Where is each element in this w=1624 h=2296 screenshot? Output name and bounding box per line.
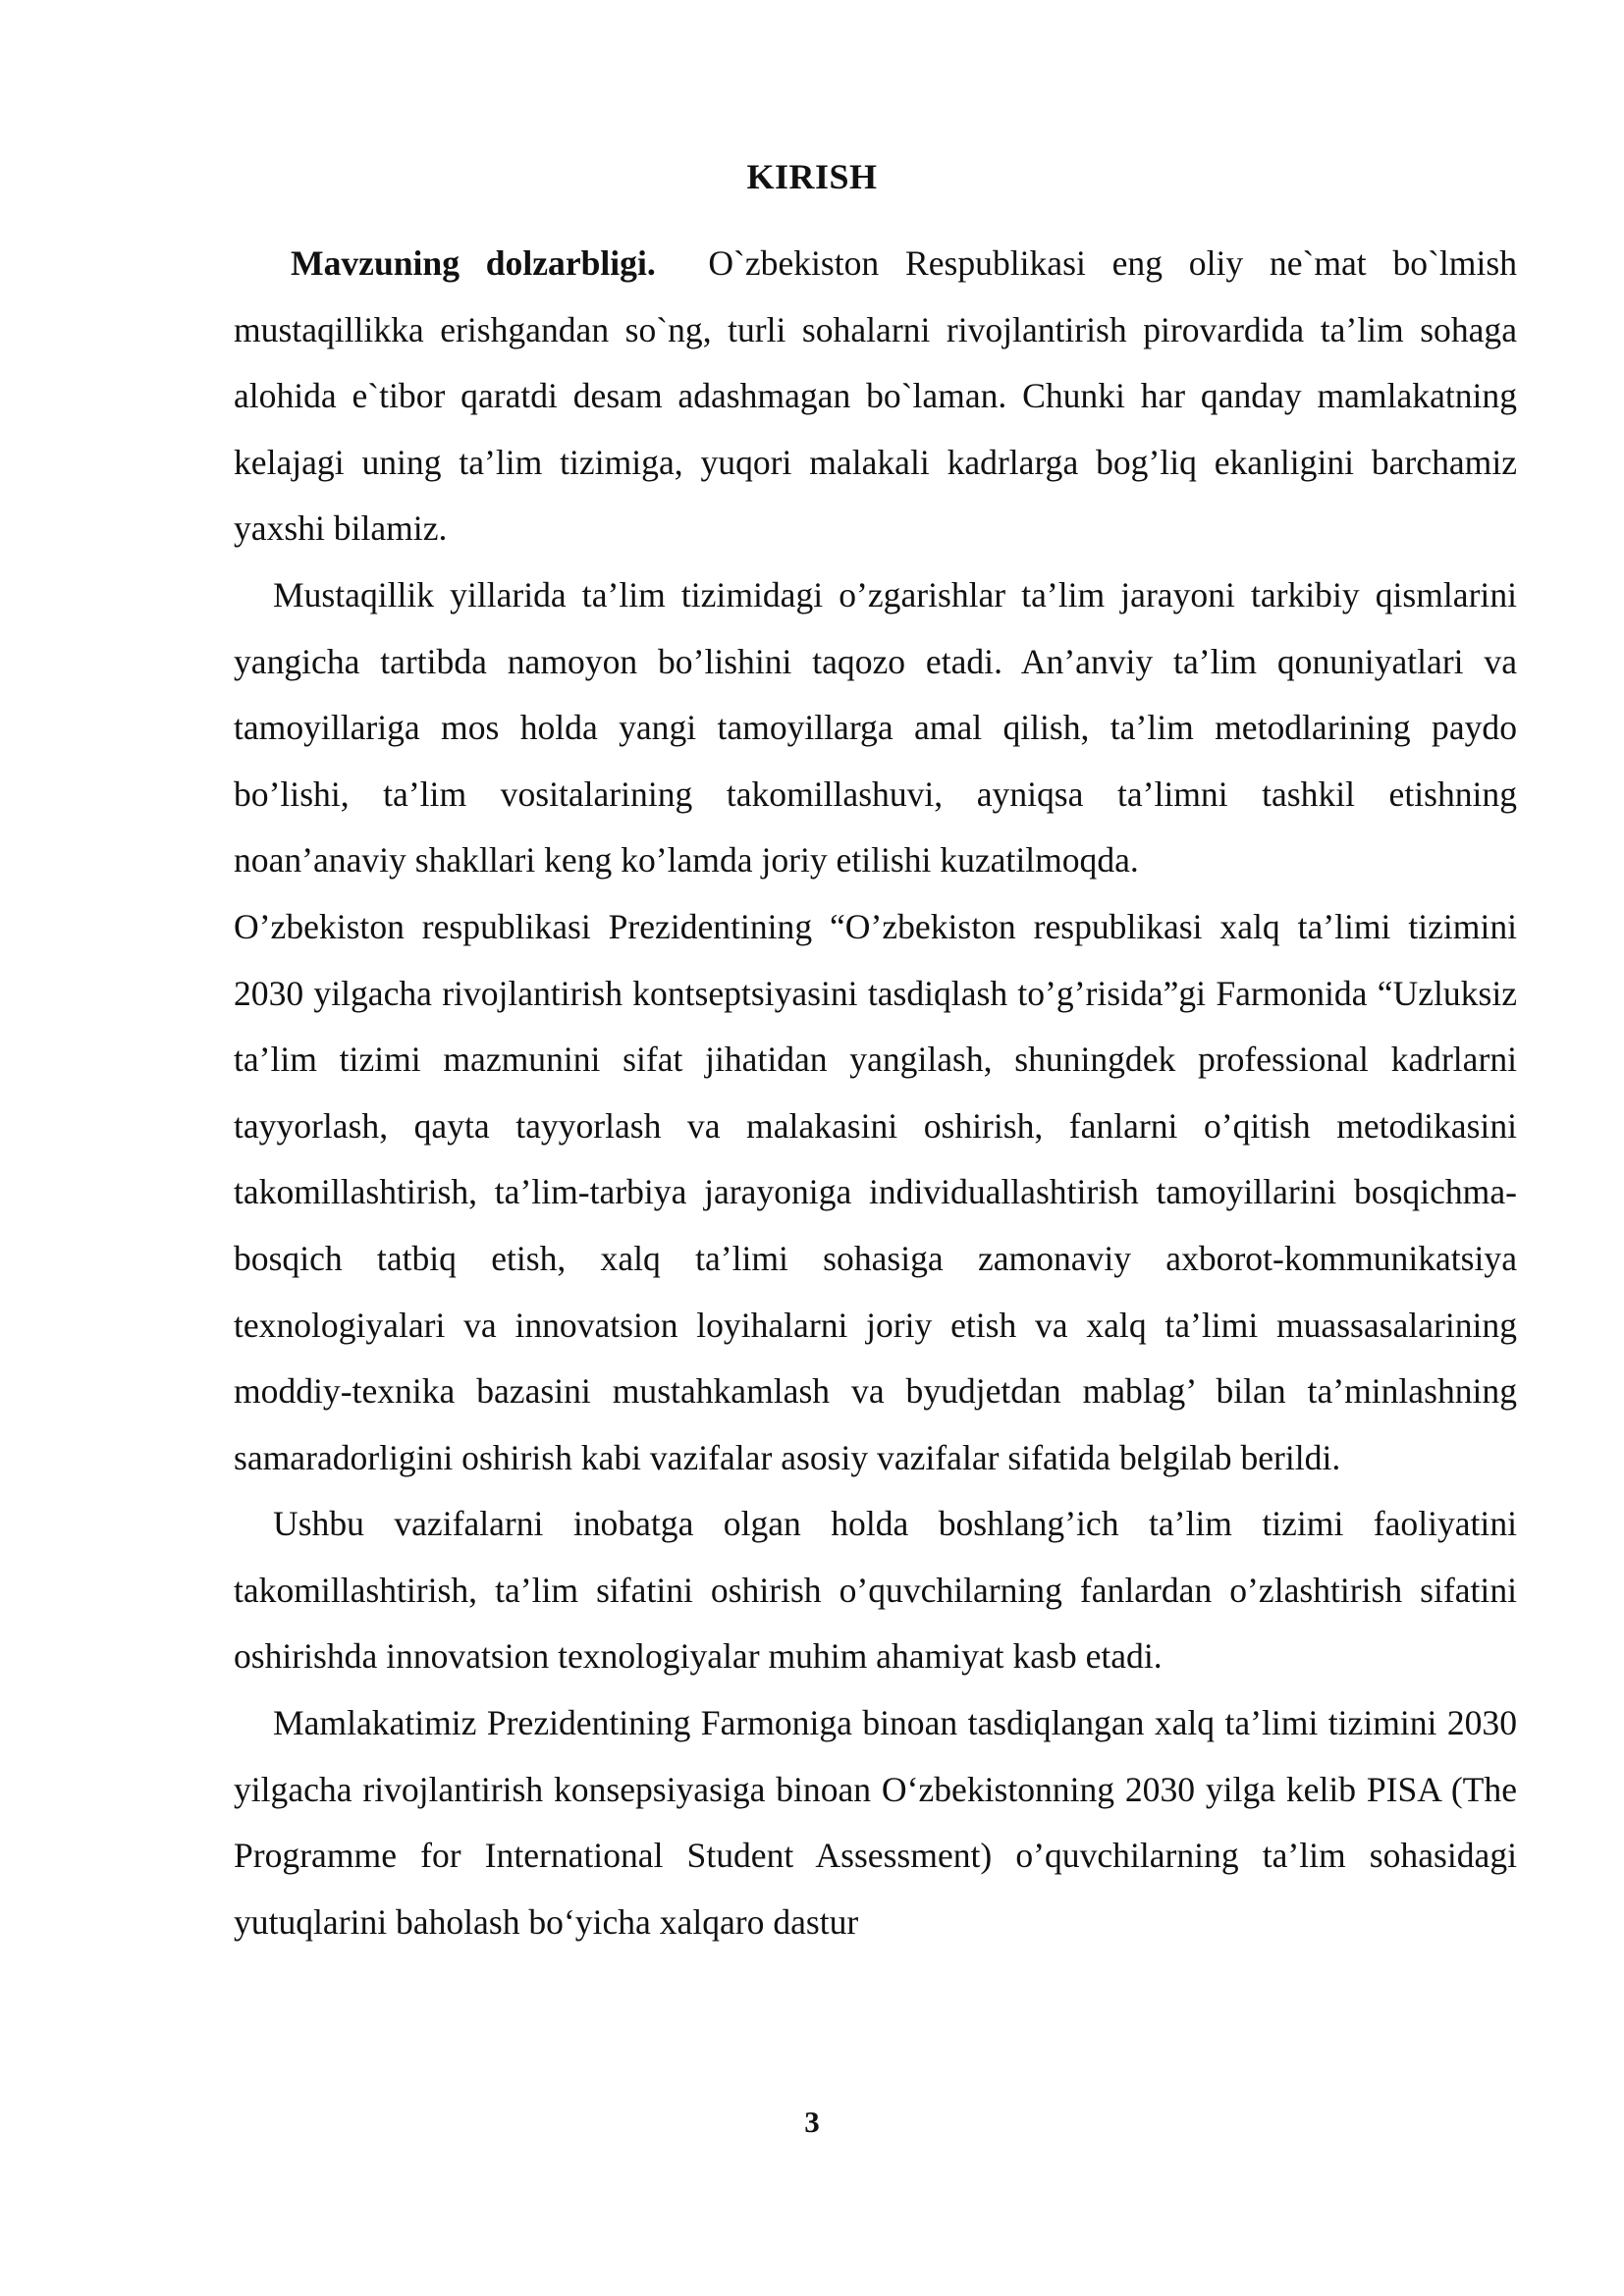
body-text bbox=[234, 231, 1517, 1955]
paragraph-text: O`zbekiston Respublikasi eng oliy ne`mat bo`lmish mustaqillikka erishgandan so`ng, turli sohalarni rivojlantirish pirovardida ta’lim sohaga alohida e`tibor qaratdi desam adashmagan bo`laman. Chunki har qanday mamlakatning kelajagi uning ta’lim tizimiga, yuqori malakali kadrlarga bog’liq ekanligini barchamiz yaxshi bilamiz. bbox=[234, 243, 1517, 549]
paragraph: Mamlakatimiz Prezidentining Farmoniga binoan tasdiqlangan xalq ta’limi tizimini 2030 yilgacha rivojlantirish konsepsiyasiga binoan O‘zbekistonning 2030 yilga kelib PISA (The Programme for International Student Assessment) o’quvchilarning ta’lim sohasidagi yutuqlarini baholash bo‘yicha xalqaro dastur bbox=[234, 1703, 1517, 1942]
section-heading: KIRISH bbox=[746, 157, 878, 196]
paragraph-lead: Mavzuning dolzarbligi. bbox=[291, 243, 656, 283]
paragraph: Ushbu vazifalarni inobatga olgan holda boshlang’ich ta’lim tizimi faoliyatini takomillashtirish, ta’lim sifatini oshirish o’quvchilarning fanlardan o’zlashtirish sifatini oshirishda innovatsion texnologiyalar muhim ahamiyat kasb etadi. bbox=[234, 1504, 1517, 1677]
paragraph-relevance bbox=[234, 231, 1517, 562]
paragraph: O’zbekiston respublikasi Prezidentining “O’zbekiston respublikasi xalq ta’limi tizimini 2030 yilgacha rivojlantirish kontseptsiyasini tasdiqlash to’g’risida”gi Farmonida “Uzluksiz ta’lim tizimi mazmunini sifat jihatidan yangilash, shuningdek professional kadrlarni tayyorlash, qayta tayyorlash va malakasini oshirish, fanlarni o’qitish metodikasini takomillashtirish, ta’lim-tarbiya jarayoniga individuallashtirish tamoyillarini bosqichma-bosqich tatbiq etish, xalq ta’limi sohasiga zamonaviy axborot-kommunikatsiya texnologiyalari va innovatsion loyihalarni joriy etish va xalq ta’limi muassasalarining moddiy-texnika bazasini mustahkamlash va byudjetdan mablag’ bilan ta’minlashning samaradorligini oshirish kabi vazifalar asosiy vazifalar sifatida belgilab berildi. bbox=[234, 906, 1517, 1477]
paragraph: Mustaqillik yillarida ta’lim tizimidagi o’zgarishlar ta’lim jarayoni tarkibiy qismlarini yangicha tartibda namoyon bo’lishini taqozo etadi. An’anviy ta’lim qonuniyatlari va tamoyillariga mos holda yangi tamoyillarga amal qilish, ta’lim metodlarining paydo bo’lishi, ta’lim vositalarining takomillashuvi, ayniqsa ta’limni tashkil etishning noan’anaviy shakllari keng ko’lamda joriy etilishi kuzatilmoqda. bbox=[234, 574, 1517, 881]
page-number: 3 bbox=[804, 2105, 820, 2139]
